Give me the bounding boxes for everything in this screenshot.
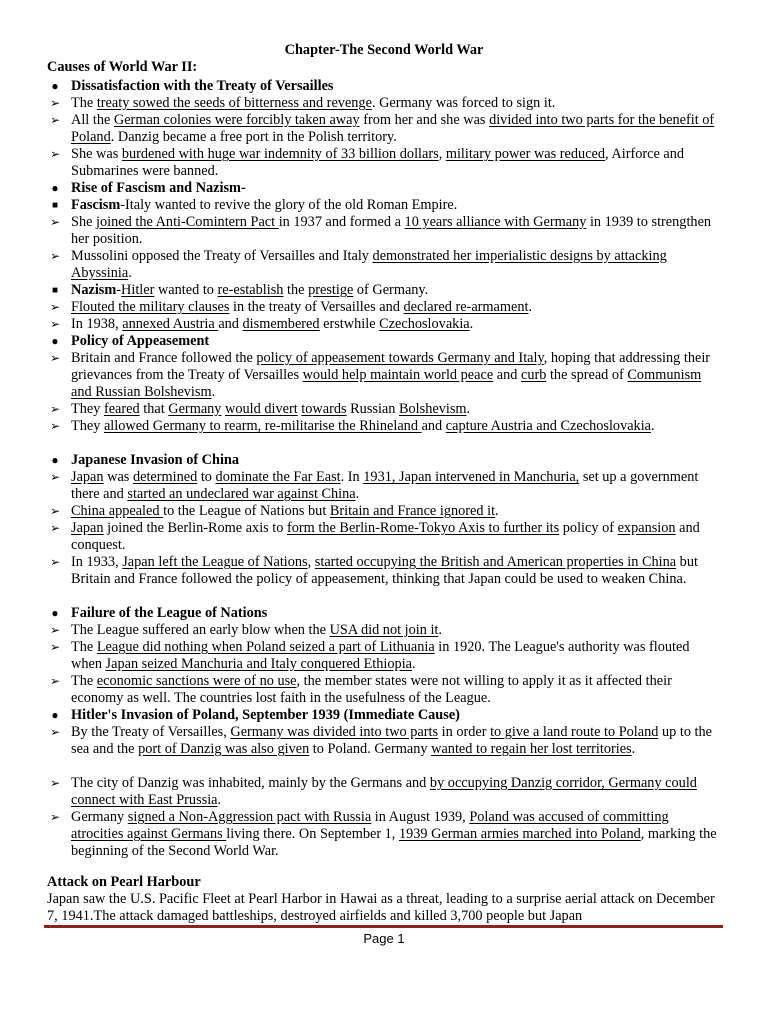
underlined-text: re-establish [217, 282, 284, 298]
underlined-text: Japan [71, 469, 104, 485]
list-item [49, 469, 721, 503]
square-marker: ■ [51, 285, 59, 296]
page-number: Page 1 [363, 931, 405, 946]
list-item [49, 146, 721, 180]
text-run: . [217, 792, 222, 808]
text-run: joined the Berlin-Rome axis to [103, 520, 288, 536]
section-heading-poland: ● Hitler's Invasion of Poland, September 1939 (Immediate Cause) [71, 707, 721, 724]
text-run: set up a government there and [71, 469, 699, 502]
bullet-marker: ● [51, 79, 59, 93]
text-run: The League suffered an early blow when the [71, 622, 330, 638]
underlined-text: 1939 German armies marched into Poland [398, 826, 641, 842]
text-run: . [469, 316, 474, 332]
text-run: The [71, 639, 97, 655]
list-item [49, 503, 721, 520]
arrow-marker: ➢ [49, 317, 61, 331]
text-run: . [631, 741, 636, 757]
underlined-text: demonstrated her imperialistic designs by attacking Abyssinia [71, 248, 667, 281]
text-run: living there. On September 1, [226, 826, 399, 842]
list-item [49, 554, 721, 588]
underlined-text: determined [132, 469, 198, 485]
text-run: and [218, 316, 243, 332]
arrow-marker: ➢ [49, 470, 61, 484]
section-heading-fascism: ● Rise of Fascism and Nazism- [71, 180, 721, 197]
text-run: The [71, 95, 97, 111]
text-run: . In [340, 469, 364, 485]
arrow-marker: ➢ [49, 249, 61, 263]
underlined-text: Communism and Russian Bolshevism [71, 367, 702, 400]
list-item [49, 248, 721, 282]
text-run: Germany [71, 809, 128, 825]
arrow-marker: ➢ [49, 776, 61, 790]
text-run: in 1937 and formed a [278, 214, 405, 230]
underlined-text: League did nothing when Poland seized a part of Lithuania [96, 639, 435, 655]
underlined-text: divided into two parts for the benefit of Poland [71, 112, 715, 145]
fascism-item: ■ Fascism-Italy wanted to revive the glory of the old Roman Empire. [71, 197, 721, 214]
text-run: in order [438, 724, 491, 740]
arrow-marker: ➢ [49, 521, 61, 535]
underlined-text: curb [520, 367, 547, 383]
underlined-text: signed a Non-Aggression pact with Russia [127, 809, 372, 825]
underlined-text: China appealed [71, 503, 164, 519]
text-run: . [355, 486, 360, 502]
text-run: to the League of Nations but [163, 503, 330, 519]
text-run: In 1933, [71, 554, 123, 570]
text-run: . [495, 503, 499, 519]
text-run: All the [71, 112, 114, 128]
text-run: the spread of [546, 367, 628, 383]
bullet-marker: ● [51, 334, 59, 348]
arrow-marker: ➢ [49, 147, 61, 161]
underlined-text: form the Berlin-Rome-Tokyo Axis to further its [287, 520, 560, 536]
text-run: of Germany. [353, 282, 429, 298]
text-run: They [71, 418, 104, 434]
section-heading-league: ● Failure of the League of Nations [71, 605, 721, 622]
section-heading-appeasement: ● Policy of Appeasement [71, 333, 721, 350]
text-run: up to the sea and the [71, 724, 713, 757]
list-item [49, 673, 721, 707]
underlined-text: towards [301, 401, 347, 417]
underlined-text: burdened with huge war indemnity of 33 billion dollars [121, 146, 439, 162]
text-run: in August 1939, [371, 809, 470, 825]
section-heading-versailles: ● Dissatisfaction with the Treaty of Versailles [71, 78, 721, 95]
text-run: The city of Danzig was inhabited, mainly by the Germans and [71, 775, 430, 791]
arrow-marker: ➢ [49, 351, 61, 365]
underlined-text: started an undeclared war against China [127, 486, 356, 502]
arrow-marker: ➢ [49, 555, 61, 569]
section-heading-japan: ● Japanese Invasion of China [71, 452, 721, 469]
underlined-text: would help maintain world peace [302, 367, 494, 383]
underlined-text: allowed Germany to rearm, re-militarise the Rhineland [103, 418, 422, 434]
text-run: . Germany was forced to sign it. [371, 95, 556, 111]
arrow-marker: ➢ [49, 640, 61, 654]
text-run: , hoping that addressing their grievances from the Treaty of Versailles [71, 350, 711, 383]
underlined-text: German colonies were forcibly taken away [113, 112, 360, 128]
list-item [49, 299, 721, 316]
bullet-marker: ● [51, 453, 59, 467]
text-run: but Britain and France followed the policy of appeasement, thinking that Japan could be used to weaken China. [71, 554, 698, 587]
underlined-text: feared [103, 401, 140, 417]
arrow-marker: ➢ [49, 725, 61, 739]
list-item [49, 95, 721, 112]
underlined-text: would divert [225, 401, 298, 417]
text-run: and [421, 418, 446, 434]
underlined-text: to give a land route to Poland [490, 724, 659, 740]
list-item [49, 775, 721, 809]
square-marker: ■ [51, 200, 59, 211]
arrow-marker: ➢ [49, 623, 61, 637]
list-item [49, 622, 721, 639]
underlined-text: dominate the Far East [215, 469, 341, 485]
text-run: , [438, 146, 446, 162]
text-run: the [283, 282, 309, 298]
text-run: The [71, 673, 97, 689]
underlined-text: started occupying the British and American properties in China [314, 554, 677, 570]
underlined-text: treaty sowed the seeds of bitterness and revenge [96, 95, 372, 111]
text-run: Britain and France followed the [71, 350, 257, 366]
text-run: Mussolini opposed the Treaty of Versailles and Italy [71, 248, 373, 264]
list-item [49, 724, 721, 758]
chapter-title: Chapter-The Second World War [284, 42, 484, 58]
list-item [49, 350, 721, 401]
underlined-text: port of Danzig was also given [138, 741, 310, 757]
arrow-marker: ➢ [49, 96, 61, 110]
underlined-text: Germany was divided into two parts [230, 724, 439, 740]
underlined-text: military power was reduced [445, 146, 606, 162]
pearl-harbour-paragraph: Japan saw the U.S. Pacific Fleet at Pearl Harbor in Hawai as a threat, leading to a surprise aerial attack on December 7, 1941.The attack damaged battleships, destroyed airfields and killed 3,700 people but Japan [47, 891, 715, 924]
text-run: They [71, 401, 104, 417]
text-run: . [211, 384, 216, 400]
underlined-text: Britain and France ignored it [329, 503, 496, 519]
bullet-marker: ● [51, 606, 59, 620]
underlined-text: Bolshevism [399, 401, 467, 417]
nazism-item: ■ Nazism-Hitler wanted to re-establish the prestige of Germany. [71, 282, 721, 299]
text-run: She was [71, 146, 122, 162]
underlined-text: 1931, Japan intervened in Manchuria, [363, 469, 580, 485]
text-run: . [438, 622, 442, 638]
text-run: Russian [346, 401, 399, 417]
text-run: was [103, 469, 133, 485]
text-run: from her and she was [359, 112, 490, 128]
underlined-text: policy of appeasement towards Germany and Italy [256, 350, 544, 366]
list-item [49, 809, 721, 860]
pearl-harbour-heading: Attack on Pearl Harbour [47, 874, 201, 890]
text-run: . [528, 299, 533, 315]
list-item [49, 214, 721, 248]
text-run: - [116, 282, 122, 298]
underlined-text: prestige [308, 282, 354, 298]
underlined-text: by occupying Danzig corridor, Germany could connect with East Prussia [71, 775, 697, 808]
underlined-text: Flouted the military clauses [71, 299, 230, 315]
arrow-marker: ➢ [49, 215, 61, 229]
text-run: to Poland. Germany [309, 741, 432, 757]
underlined-text: wanted to regain her lost territories [431, 741, 632, 757]
text-run: in the treaty of Versailles and [229, 299, 404, 315]
underlined-text: joined the Anti-Comintern Pact [96, 214, 279, 230]
arrow-marker: ➢ [49, 674, 61, 688]
list-item [49, 418, 721, 435]
text-run: erstwhile [319, 316, 380, 332]
list-item [49, 401, 721, 418]
underlined-text: economic sanctions were of no use [96, 673, 297, 689]
list-item [49, 316, 721, 333]
text-run: in 1920. The League's authority was flouted when [71, 639, 690, 672]
causes-heading: Causes of World War II: [47, 59, 198, 75]
underlined-text: Japan seized Manchuria and Italy conquered Ethiopia [105, 656, 413, 672]
arrow-marker: ➢ [49, 300, 61, 314]
arrow-marker: ➢ [49, 810, 61, 824]
underlined-text: dismembered [242, 316, 320, 332]
text-run: . [466, 401, 471, 417]
list-item [49, 112, 721, 146]
bullet-marker: ● [51, 181, 59, 195]
underlined-text: 10 years alliance with Germany [404, 214, 587, 230]
list-item [49, 639, 721, 673]
list-item [49, 520, 721, 554]
text-run: in 1939 to strengthen her position. [71, 214, 712, 247]
underlined-text: Czechoslovakia [379, 316, 470, 332]
arrow-marker: ➢ [49, 402, 61, 416]
text-run: that [139, 401, 169, 417]
text-run: , marking the beginning of the Second World War. [71, 826, 717, 859]
underlined-text: Poland was accused of committing atrocities against Germans [71, 809, 669, 842]
text-run: , [307, 554, 315, 570]
text-run: . [128, 265, 132, 281]
arrow-marker: ➢ [49, 504, 61, 518]
text-run: to [197, 469, 216, 485]
bullet-marker: ● [51, 708, 59, 722]
text-run: , the member states were not willing to apply it as it affected their economy as well. The countries lost faith in the usefulness of the League. [71, 673, 672, 706]
underlined-text: capture Austria and Czechoslovakia [445, 418, 652, 434]
underlined-text: Hitler [121, 282, 155, 298]
text-run: . Danzig became a free port in the Polish territory. [110, 129, 397, 145]
underlined-text: USA did not join it [329, 622, 439, 638]
text-run: She [71, 214, 97, 230]
text-run: policy of [559, 520, 618, 536]
text-run: In 1938, [71, 316, 123, 332]
text-run: . [651, 418, 655, 434]
text-run: and [493, 367, 521, 383]
underlined-text: Germany [168, 401, 222, 417]
arrow-marker: ➢ [49, 419, 61, 433]
underlined-text: expansion [617, 520, 676, 536]
text-run: . [412, 656, 416, 672]
text-run: wanted to [154, 282, 218, 298]
arrow-marker: ➢ [49, 113, 61, 127]
underlined-text: annexed Austria [122, 316, 219, 332]
underlined-text: declared re-armament [403, 299, 529, 315]
text-run: , Airforce and Submarines were banned. [71, 146, 685, 179]
text-run: and conquest. [71, 520, 700, 553]
underlined-text: Japan [71, 520, 104, 536]
underlined-text: Japan left the League of Nations [122, 554, 308, 570]
text-run: By the Treaty of Versailles, [71, 724, 231, 740]
footer-rule [44, 925, 723, 928]
